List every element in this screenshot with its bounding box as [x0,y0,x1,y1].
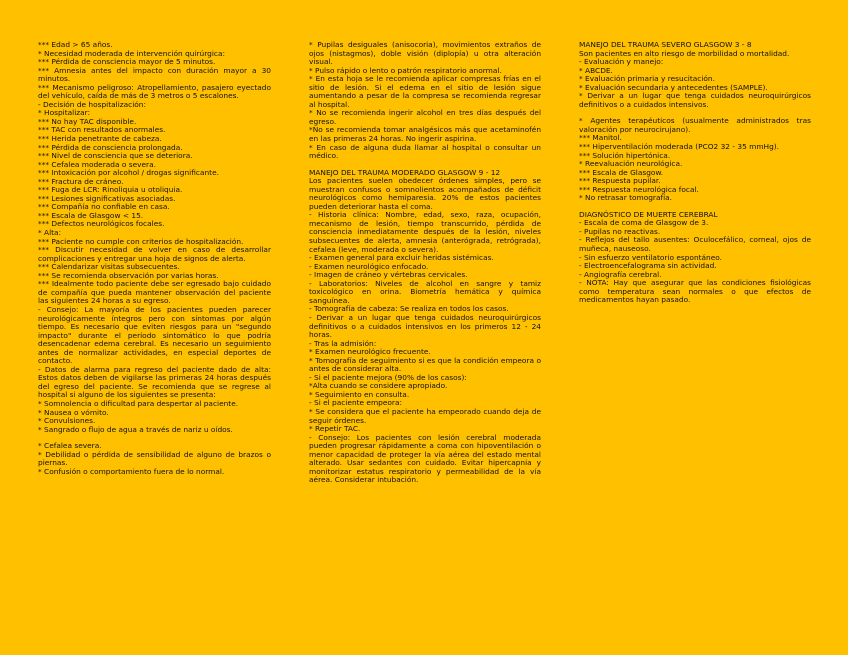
text-line: * No se recomienda ingerir alcohol en tres días después del egreso. [309,108,541,126]
text-line: * Examen neurológico frecuente. [309,347,431,357]
text-line: * Confusión o comportamiento fuera de lo normal. [38,466,225,476]
section-heading: MANEJO DEL TRAUMA SEVERO GLASGOW 3 - 8 [579,40,752,49]
text-line: - Datos de alarma para regreso del paciente dado de alta: Estos datos deben de vigilarse las primeras 24 horas después del egreso del paciente. Se recomienda que se regrese al hospital si alguno de los siguientes se presenta: [38,364,271,400]
text-line: - Decisión de hospitalización: [38,99,146,109]
text-line: - Consejo: Los pacientes con lesión cerebral moderada pueden progresar rápidamente a coma con hipoventilación o menor capacidad de proteger la vía aérea del estado mental alterado. Usar sedantes con cuidado. Evitar hipercapnia y monitorizar estatus respiratorio y permeabilidad de la vía aérea. Considerar intubación. [309,432,541,485]
text-line: * Necesidad moderada de intervención quirúrgica: [38,48,225,58]
text-line: *** Solución hipertónica. [579,150,671,160]
text-line: *** Calendarizar visitas subsecuentes. [38,262,180,272]
text-line: *** Respuesta neurológica focal. [579,184,699,194]
text-line: - NOTA: Hay que asegurar que las condiciones fisiológicas como temperatura sean normales o que efectos de medicamentos hayan pasado. [579,278,811,305]
text-line: *** Pérdida de consciencia prolongada. [38,142,183,152]
text-line: * Sangrado o flujo de agua a través de nariz u oídos. [38,424,233,434]
text-line: *** Idealmente todo paciente debe ser egresado bajo cuidado de compañía que pueda mantener observación del paciente las siguientes 24 horas a su egreso. [38,279,271,306]
text-line: *** Nivel de consciencia que se deteriora. [38,151,193,161]
text-line: - Sin esfuerzo ventilatorio espontáneo. [579,252,723,262]
text-line: *** Respuesta pupilar. [579,176,661,186]
text-line: *** Manitol. [579,133,622,143]
text-line: - Escala de coma de Glasgow de 3. [579,218,709,228]
text-line: *** Herida penetrante de cabeza. [38,134,162,144]
text-line: - Tras la admisión: [309,338,377,348]
text-line: - Si el paciente empeora: [309,398,402,408]
text-line: * Convulsiones. [38,416,96,426]
text-line: * Pupilas desiguales (anisocoria), movimientos extraños de ojos (nistagmos), doble visión (diplopía) u otra alteración visual. [309,40,541,67]
text-line: * ABCDE. [579,65,613,75]
text-column-left [38,41,271,476]
text-column-middle [309,41,541,485]
text-line: * Debilidad o pérdida de sensibilidad de alguno de brazos o piernas. [38,449,271,468]
text-line: Son pacientes en alto riesgo de morbilidad o mortalidad. [579,48,790,58]
text-line: * Evaluación secundaria y antecedentes (SAMPLE). [579,82,768,92]
text-line: * Cefalea severa. [38,441,102,451]
text-line: * No retrasar tomografía. [579,193,673,203]
text-line: Los pacientes suelen obedecer órdenes simples, pero se muestran confusos o somnolientos acompañados de déficit neurológicos como hemiparesia. 20% de estos pacientes pueden deteriorar hasta el coma. [309,176,541,211]
text-line: *** Hiperventilación moderada (PCO2 32 - 35 mmHg). [579,142,780,152]
text-column-right [579,41,811,305]
text-line: *** Compañía no confiable en casa. [38,202,170,212]
text-line: * Repetir TAC. [309,424,361,434]
text-line: - Historia clínica: Nombre, edad, sexo, raza, ocupación, mecanismo de lesión, tiempo transcurrido, pérdida de consciencia inmediatamente después de la lesión, niveles subsecuentes de alerta, amnesia (anterógrada, retrógrada), cefalea (leve, moderada o severa). [309,210,541,254]
text-line: * Derivar a un lugar que tenga cuidados neuroquirúrgicos definitivos o a cuidados intensivos. [579,91,811,109]
section-heading: DIAGNÓSTICO DE MUERTE CEREBRAL [579,209,718,219]
text-line: - Electroencefalograma sin actividad. [579,261,717,271]
text-line: - Derivar a un lugar que tenga cuidados neuroquirúrgicos definitivos o a cuidados intensivos en los primeros 12 - 24 horas. [309,312,541,340]
text-line: *** Defectos neurológicos focales. [38,219,165,229]
text-line: - Angiografía cerebral. [579,269,662,279]
text-line: *** Escala de Glasgow < 15. [38,210,144,220]
text-line: *** Mecanismo peligroso: Atropellamiento, pasajero eyectado del vehículo, caída de más de 3 metros o 5 escalones. [38,82,271,101]
text-line: - Examen general para excluir heridas sistémicas. [309,253,494,263]
text-line: *** Lesiones significativas asociadas. [38,193,176,203]
text-line: * Seguimiento en consulta. [309,389,410,399]
text-line: * Tomografía de seguimiento si es que la condición empeora o antes de considerar alta. [309,355,541,374]
text-line: * Agentes terapéuticos (usualmente administrados tras valoración por neurocirujano). [579,116,811,134]
text-line: * Reevaluación neurológica. [579,159,683,169]
text-line: - Imagen de cráneo y vértebras cervicales. [309,270,468,280]
text-line: *** Cefalea moderada o severa. [38,159,156,169]
text-line: - Consejo: La mayoría de los pacientes pueden parecer neurológicamente íntegros pero con síntomas por algún tiempo. Es necesario que eviten riesgos para un "segundo impacto" durante el período sintomático lo que podría desencadenar edema cerebral. Es necesario un seguimiento antes de normalizar actividades, en especial deportes de contacto. [38,304,271,366]
text-line: - Si el paciente mejora (90% de los casos): [309,372,467,382]
text-line: - Examen neurológico enfocado. [309,261,429,271]
text-line: *** No hay TAC disponible. [38,116,137,126]
section-heading: MANEJO DEL TRAUMA MODERADO GLASGOW 9 - 12 [309,167,501,177]
text-line: *** Edad > 65 años. [38,40,113,49]
text-line: * Alta: [38,228,62,238]
text-line: - Laboratorios: Niveles de alcohol en sangre y tamiz toxicológico en orina. Biometría hemática y química sanguínea. [309,278,541,305]
text-line: *** Fuga de LCR: Rinoliquia u otoliquia. [38,185,183,195]
text-line: * Se considera que el paciente ha empeorado cuando deja de seguir órdenes. [309,406,541,425]
text-line: * En esta hoja se le recomienda aplicar compresas frías en el sitio de lesión. Si el edema en el sitio de lesión sigue aumentando a pesar de la compresa se recomienda regresar al hospital. [309,74,541,109]
text-line: *** Paciente no cumple con criterios de hospitalización. [38,236,244,246]
text-line: *** Escala de Glasgow. [579,167,664,177]
text-line: *** Fractura de cráneo. [38,176,124,186]
text-line: *** Discutir necesidad de volver en caso de desarrollar complicaciones y entregar una hoja de signos de alerta. [38,245,271,263]
text-line: *Alta cuando se considere apropiado. [309,381,448,391]
text-line: * En caso de alguna duda llamar al hospital o consultar un médico. [309,142,541,161]
text-line: *** Se recomienda observación por varias horas. [38,270,219,280]
text-line: * Evaluación primaria y resucitación. [579,74,715,84]
text-line: *** Pérdida de consciencia mayor de 5 minutos. [38,57,216,67]
text-line: - Reflejos del tallo ausentes: Oculocefálico, corneal, ojos de muñeca, nauseoso. [579,235,811,254]
text-line: - Pupilas no reactivas. [579,226,661,236]
text-line: * Nausea o vómito. [38,407,109,417]
text-line: *** Amnesia antes del impacto con duración mayor a 30 minutos. [38,65,271,84]
text-line: *** TAC con resultados anormales. [38,125,166,135]
text-line: - Tomografía de cabeza: Se realiza en todos los casos. [309,304,509,314]
text-line: *** Intoxicación por alcohol / drogas significante. [38,168,219,178]
text-line: - Evaluación y manejo: [579,57,664,67]
text-line: * Hospitalizar: [38,108,91,118]
text-line: * Pulso rápido o lento o patrón respiratorio anormal. [309,65,502,75]
text-line: * Somnolencia o dificultad para despertar al paciente. [38,398,239,408]
text-line: *No se recomienda tomar analgésicos más que acetaminofén en las primeras 24 horas. No ingerir aspirina. [309,125,541,144]
